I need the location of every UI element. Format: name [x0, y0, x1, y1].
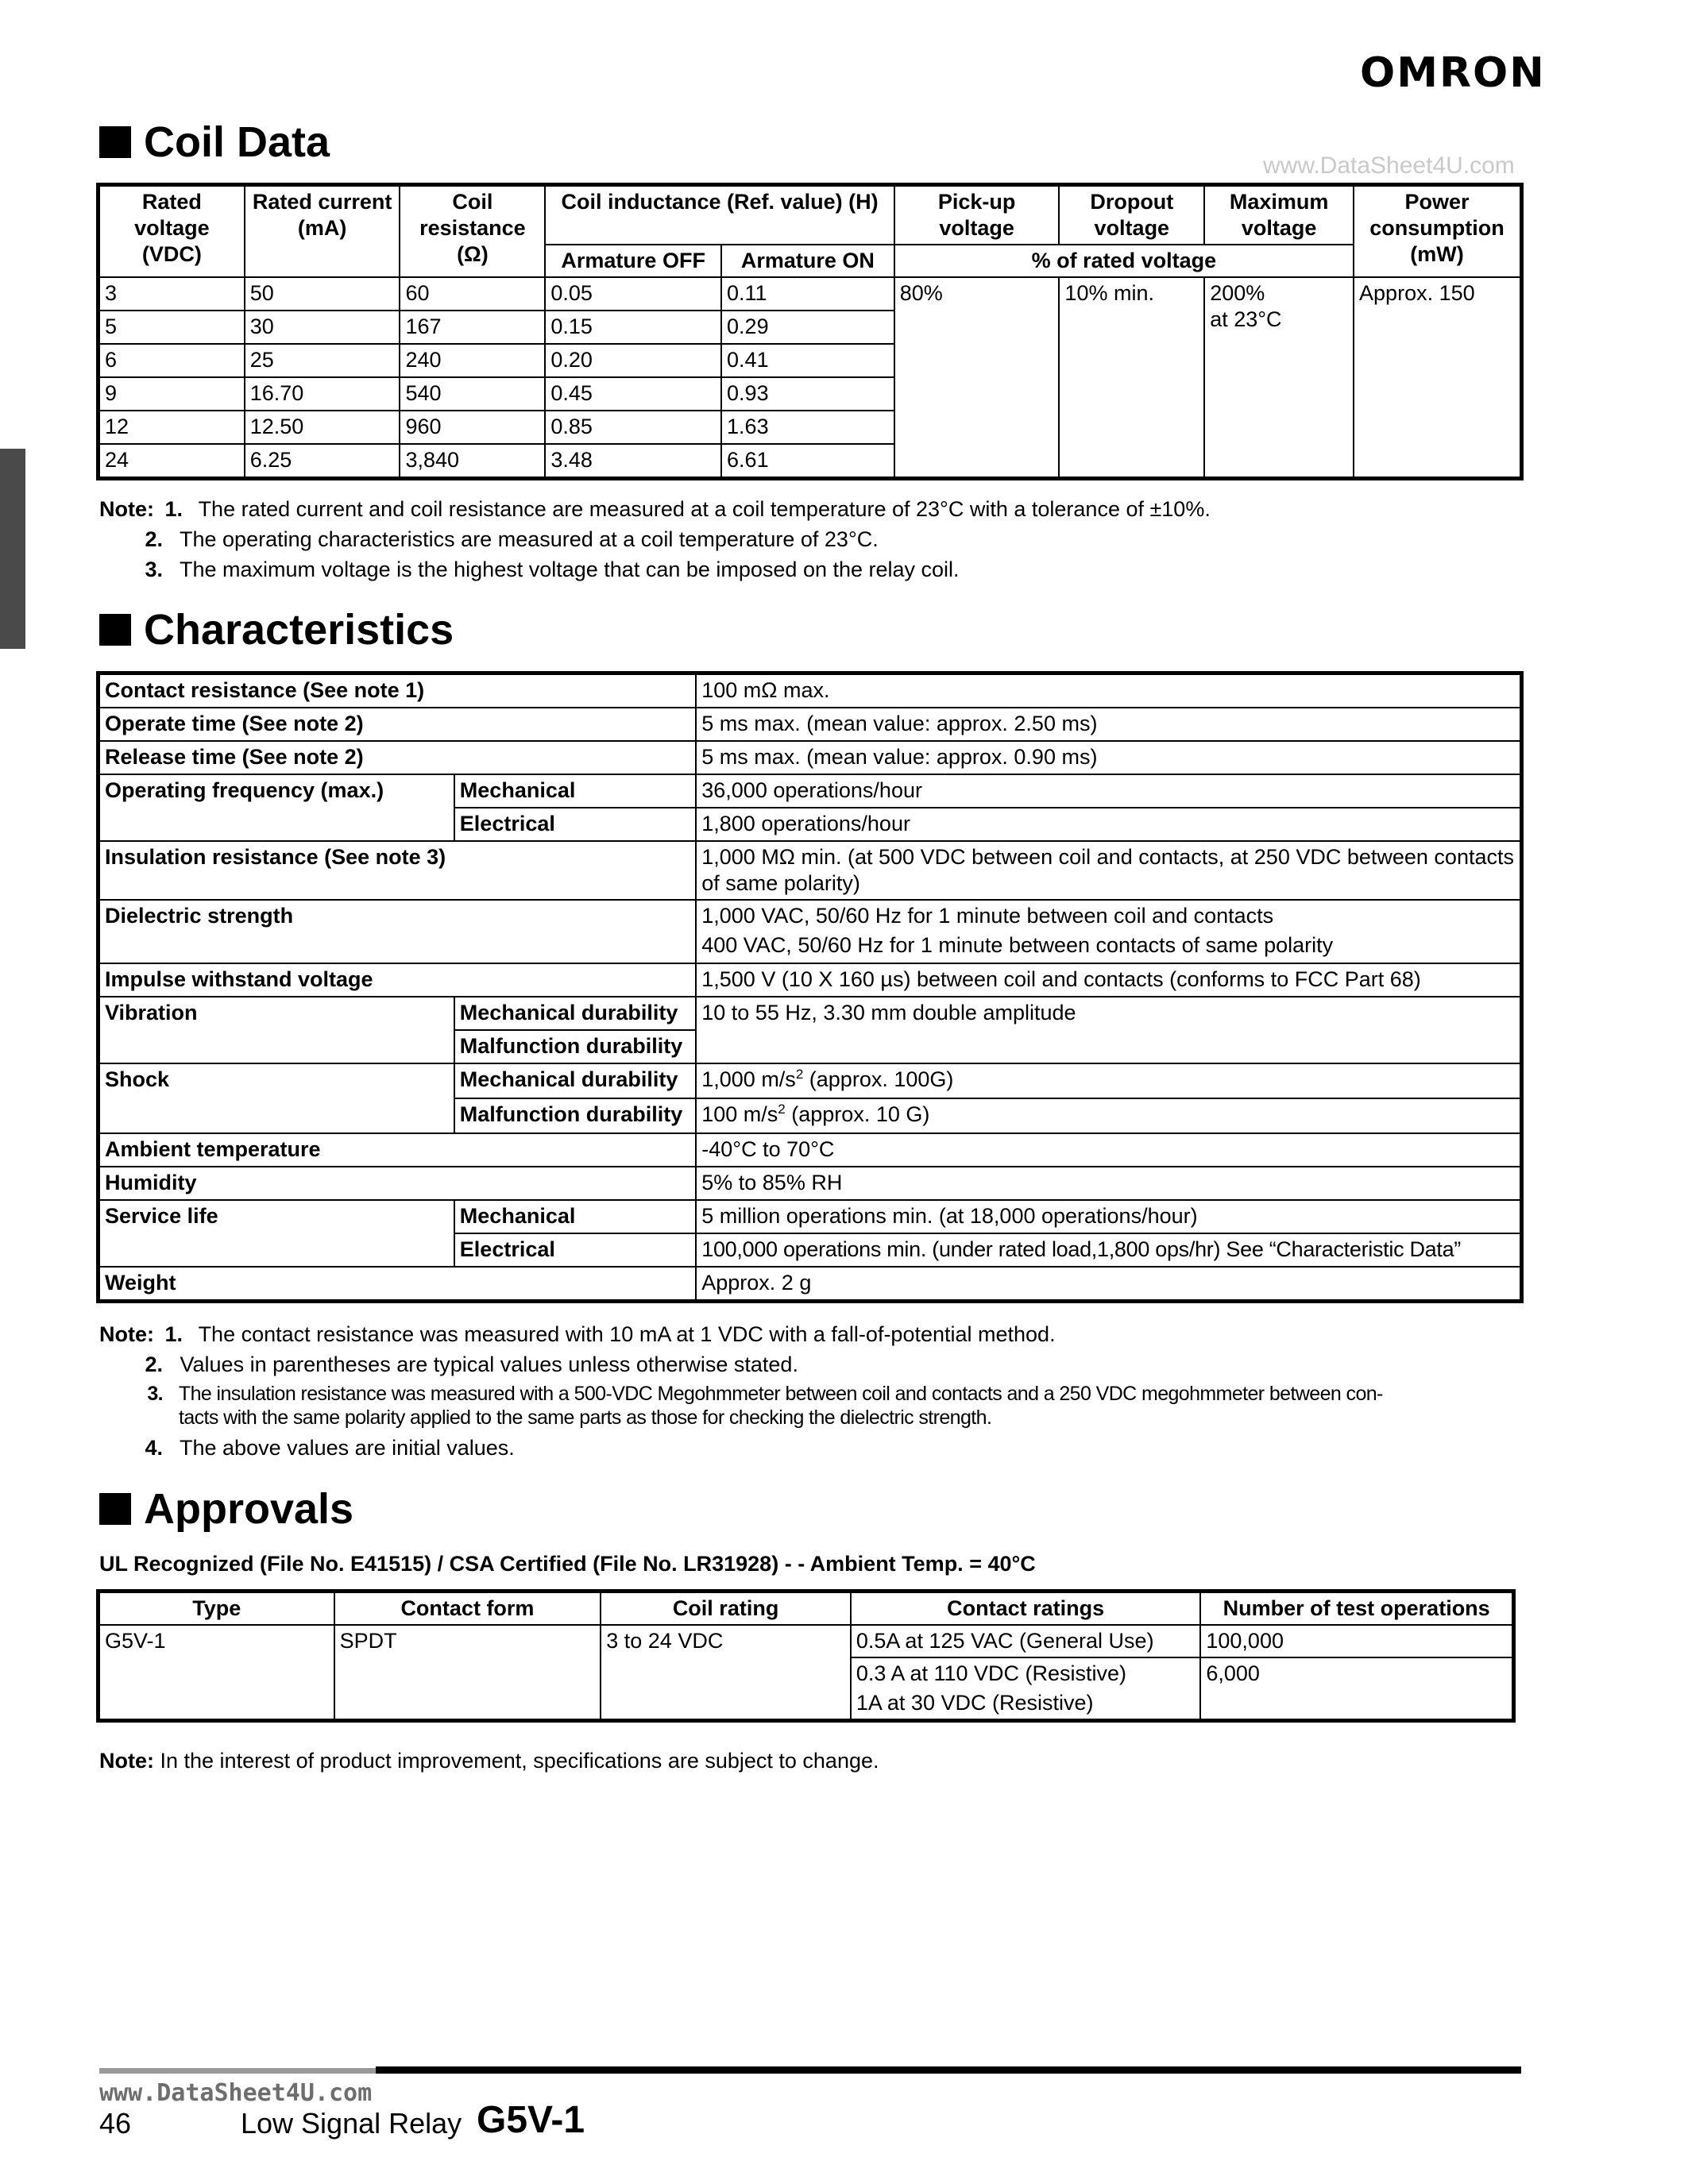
- cell: 167: [400, 311, 545, 344]
- cell: 0.05: [545, 277, 721, 311]
- cell: 3: [99, 277, 245, 311]
- coil-rating-value: 3 to 24 VDC: [601, 1625, 851, 1719]
- cell: 0.85: [545, 411, 721, 444]
- footer-rule-black: [376, 2066, 1521, 2074]
- note-number: 1.: [164, 1322, 183, 1346]
- note-text: The rated current and coil resistance are measured at a coil temperature of 23°C with a tolerance of ±10%.: [198, 497, 1211, 521]
- table-row: [99, 841, 1520, 900]
- note-number: 2.: [145, 527, 163, 551]
- approvals-table: [98, 1592, 1513, 1720]
- footer-product-line: Low Signal Relay: [241, 2107, 462, 2140]
- contact-rating-1: 0.5A at 125 VAC (General Use): [851, 1625, 1201, 1657]
- omron-logo: OMRON: [1360, 49, 1546, 97]
- cell: 24: [99, 444, 245, 477]
- table-row: [99, 1625, 1512, 1657]
- note-text: Values in parentheses are typical values unless otherwise stated.: [180, 1352, 798, 1376]
- contact-rating-2: [851, 1657, 1201, 1719]
- cell: 0.45: [545, 377, 721, 411]
- row-value: 5 ms max. (mean value: approx. 0.90 ms): [696, 741, 1520, 774]
- cell: 0.93: [721, 377, 894, 411]
- shock-malf-suffix: (approx. 10 G): [785, 1102, 930, 1126]
- row-label: Shock: [99, 1063, 454, 1133]
- note-text: The above values are initial values.: [180, 1436, 515, 1460]
- row-label: Service life: [99, 1200, 454, 1267]
- dielectric-value-2: 400 VAC, 50/60 Hz for 1 minute between contacts of same polarity: [701, 932, 1334, 957]
- maximum-value-pct: 200%: [1210, 280, 1265, 305]
- col-armature-on: Armature ON: [721, 245, 894, 277]
- note-text: The contact resistance was measured with 10 mA at 1 VDC with a fall-of-potential method.: [198, 1322, 1056, 1346]
- table-row: [99, 963, 1520, 997]
- note-number: 3.: [145, 558, 163, 581]
- col-power: Power consumption (mW): [1354, 186, 1520, 277]
- watermark-top: www.DataSheet4U.com: [1263, 152, 1515, 179]
- note-number: 2.: [145, 1352, 163, 1376]
- cell: 0.29: [721, 311, 894, 344]
- approvals-subtitle: UL Recognized (File No. E41515) / CSA Certified (File No. LR31928) - - Ambient Temp. = 40°C: [99, 1552, 1036, 1576]
- coil-data-title: Coil Data: [144, 118, 330, 166]
- row-label: Humidity: [99, 1167, 696, 1200]
- row-value: 5% to 85% RH: [696, 1167, 1520, 1200]
- note-text: The maximum voltage is the highest voltage that can be imposed on the relay coil.: [180, 558, 960, 581]
- dropout-value: 10% min.: [1059, 277, 1204, 477]
- col-pct-rated: % of rated voltage: [894, 245, 1354, 277]
- shock-mech-suffix: (approx. 100G): [803, 1067, 954, 1091]
- table-row: [99, 774, 1520, 808]
- cell: 6: [99, 344, 245, 377]
- page-number: 46: [99, 2107, 132, 2140]
- pickup-value: 80%: [894, 277, 1060, 477]
- coil-data-heading: [99, 118, 330, 167]
- coil-note-3: [99, 558, 960, 582]
- col-test-operations: Number of test operations: [1200, 1592, 1512, 1625]
- sub-label: Mechanical: [454, 774, 696, 808]
- cell: 6.61: [721, 444, 894, 477]
- characteristics-title: Characteristics: [144, 606, 454, 654]
- col-pickup: Pick-up voltage: [894, 186, 1060, 245]
- cell: 3.48: [545, 444, 721, 477]
- footer-rule-gray: [99, 2068, 376, 2074]
- cell: 5: [99, 311, 245, 344]
- cell: 0.41: [721, 344, 894, 377]
- coil-note-1: [99, 497, 1211, 522]
- cell: 9: [99, 377, 245, 411]
- table-row: [99, 1063, 1520, 1098]
- test-ops-2: 6,000: [1200, 1657, 1512, 1719]
- superscript: 2: [795, 1067, 804, 1082]
- cell: 60: [400, 277, 545, 311]
- footer-watermark: www.DataSheet4U.com: [99, 2079, 373, 2107]
- row-label: Contact resistance (See note 1): [99, 674, 696, 708]
- power-value: Approx. 150: [1354, 277, 1520, 477]
- col-contact-form: Contact form: [334, 1592, 601, 1625]
- sub-label: Electrical: [454, 808, 696, 841]
- col-coil-resistance: Coil resistance (Ω): [400, 186, 545, 277]
- cell: 12: [99, 411, 245, 444]
- note-number: 1.: [164, 497, 183, 521]
- char-note-4: [99, 1436, 515, 1461]
- row-value: Approx. 2 g: [696, 1267, 1520, 1300]
- cell: 240: [400, 344, 545, 377]
- characteristics-table: [98, 673, 1521, 1301]
- row-value: 36,000 operations/hour: [696, 774, 1520, 808]
- test-ops-1: 100,000: [1200, 1625, 1512, 1657]
- row-value: 1,800 operations/hour: [696, 808, 1520, 841]
- note-number: 4.: [145, 1436, 163, 1460]
- col-type: Type: [99, 1592, 334, 1625]
- square-bullet-icon: [99, 126, 131, 158]
- table-row: [99, 1267, 1520, 1300]
- contact-form-value: SPDT: [334, 1625, 601, 1719]
- row-label: Operate time (See note 2): [99, 708, 696, 741]
- col-armature-off: Armature OFF: [545, 245, 721, 277]
- cell: 960: [400, 411, 545, 444]
- row-label: Weight: [99, 1267, 696, 1300]
- shock-malf-value: 100 m/s: [701, 1102, 778, 1126]
- row-value: 100,000 operations min. (under rated load,1,800 ops/hr) See “Characteristic Data”: [696, 1233, 1520, 1267]
- col-rated-current: Rated current (mA): [245, 186, 400, 277]
- coil-note-2: [99, 527, 879, 552]
- col-rated-voltage: Rated voltage (VDC): [99, 186, 245, 277]
- col-coil-rating: Coil rating: [601, 1592, 851, 1625]
- row-label: Insulation resistance (See note 3): [99, 841, 696, 900]
- row-value: [696, 1098, 1520, 1133]
- square-bullet-icon: [99, 1493, 131, 1525]
- row-label: Vibration: [99, 997, 454, 1063]
- cell: 50: [245, 277, 400, 311]
- note-text: The insulation resistance was measured with a 500-VDC Megohmmeter between coil and contacts and a 250 VDC megohmmeter between con-: [178, 1383, 1383, 1405]
- row-label: Impulse withstand voltage: [99, 963, 696, 997]
- sub-label: Malfunction durability: [454, 1030, 696, 1063]
- row-value: 1,000 MΩ min. (at 500 VDC between coil and contacts, at 250 VDC between contacts of same polarity): [696, 841, 1520, 900]
- char-note-3-cont: tacts with the same polarity applied to the same parts as those for checking the dielectric strength.: [179, 1406, 992, 1429]
- maximum-value: [1204, 277, 1354, 477]
- row-value: [696, 1063, 1520, 1098]
- cell: 0.20: [545, 344, 721, 377]
- row-value: 10 to 55 Hz, 3.30 mm double amplitude: [696, 997, 1520, 1063]
- type-value: G5V-1: [99, 1625, 334, 1719]
- cell: 6.25: [245, 444, 400, 477]
- maximum-value-temp: at 23°C: [1210, 307, 1282, 331]
- cell: 540: [400, 377, 545, 411]
- row-label: Ambient temperature: [99, 1133, 696, 1167]
- row-label: Operating frequency (max.): [99, 774, 454, 841]
- cell: 0.11: [721, 277, 894, 311]
- note-label: Note:: [99, 497, 154, 521]
- approvals-heading: [99, 1484, 353, 1534]
- characteristics-heading: [99, 605, 454, 654]
- sub-label: Mechanical durability: [454, 997, 696, 1030]
- table-row: [99, 741, 1520, 774]
- table-row: [99, 277, 1520, 311]
- row-value: -40°C to 70°C: [696, 1133, 1520, 1167]
- char-note-1: [99, 1322, 1056, 1347]
- cell: 1.63: [721, 411, 894, 444]
- char-note-3: [99, 1383, 1383, 1406]
- note-label: Note:: [99, 1322, 154, 1346]
- table-row: [99, 1167, 1520, 1200]
- col-coil-inductance: Coil inductance (Ref. value) (H): [545, 186, 894, 245]
- note-label: Note:: [99, 1749, 154, 1773]
- row-label: Release time (See note 2): [99, 741, 696, 774]
- row-value: 100 mΩ max.: [696, 674, 1520, 708]
- table-row: [99, 674, 1520, 708]
- cell: 16.70: [245, 377, 400, 411]
- row-value: 1,500 V (10 X 160 µs) between coil and contacts (conforms to FCC Part 68): [696, 963, 1520, 997]
- cell: 0.15: [545, 311, 721, 344]
- cell: 12.50: [245, 411, 400, 444]
- table-row: [99, 1200, 1520, 1233]
- square-bullet-icon: [99, 614, 131, 646]
- table-row: [99, 1133, 1520, 1167]
- contact-rating-2a: 0.3 A at 110 VDC (Resistive): [856, 1661, 1127, 1685]
- table-row: [99, 900, 1520, 963]
- sub-label: Mechanical durability: [454, 1063, 696, 1098]
- note-text: In the interest of product improvement, specifications are subject to change.: [154, 1749, 879, 1773]
- table-row: [99, 708, 1520, 741]
- superscript: 2: [778, 1102, 786, 1117]
- shock-mech-value: 1,000 m/s: [701, 1067, 796, 1091]
- coil-data-table: [98, 185, 1521, 478]
- note-text: The operating characteristics are measured at a coil temperature of 23°C.: [180, 527, 879, 551]
- cell: 30: [245, 311, 400, 344]
- row-label: Dielectric strength: [99, 900, 696, 963]
- row-value: 5 ms max. (mean value: approx. 2.50 ms): [696, 708, 1520, 741]
- sub-label: Mechanical: [454, 1200, 696, 1233]
- row-value: 5 million operations min. (at 18,000 operations/hour): [696, 1200, 1520, 1233]
- row-value: [696, 900, 1520, 963]
- col-dropout: Dropout voltage: [1059, 186, 1204, 245]
- side-tab-marker: [0, 449, 25, 649]
- cell: 25: [245, 344, 400, 377]
- approvals-note: [99, 1749, 879, 1773]
- col-maximum: Maximum voltage: [1204, 186, 1354, 245]
- char-note-2: [99, 1352, 798, 1377]
- dielectric-value-1: 1,000 VAC, 50/60 Hz for 1 minute between coil and contacts: [701, 904, 1274, 928]
- cell: 3,840: [400, 444, 545, 477]
- sub-label: Malfunction durability: [454, 1098, 696, 1133]
- col-contact-ratings: Contact ratings: [851, 1592, 1201, 1625]
- sub-label: Electrical: [454, 1233, 696, 1267]
- footer-model: G5V-1: [477, 2099, 585, 2141]
- table-row: [99, 997, 1520, 1030]
- note-number: 3.: [147, 1383, 163, 1405]
- approvals-title: Approvals: [144, 1485, 354, 1533]
- contact-rating-2b: 1A at 30 VDC (Resistive): [856, 1690, 1094, 1715]
